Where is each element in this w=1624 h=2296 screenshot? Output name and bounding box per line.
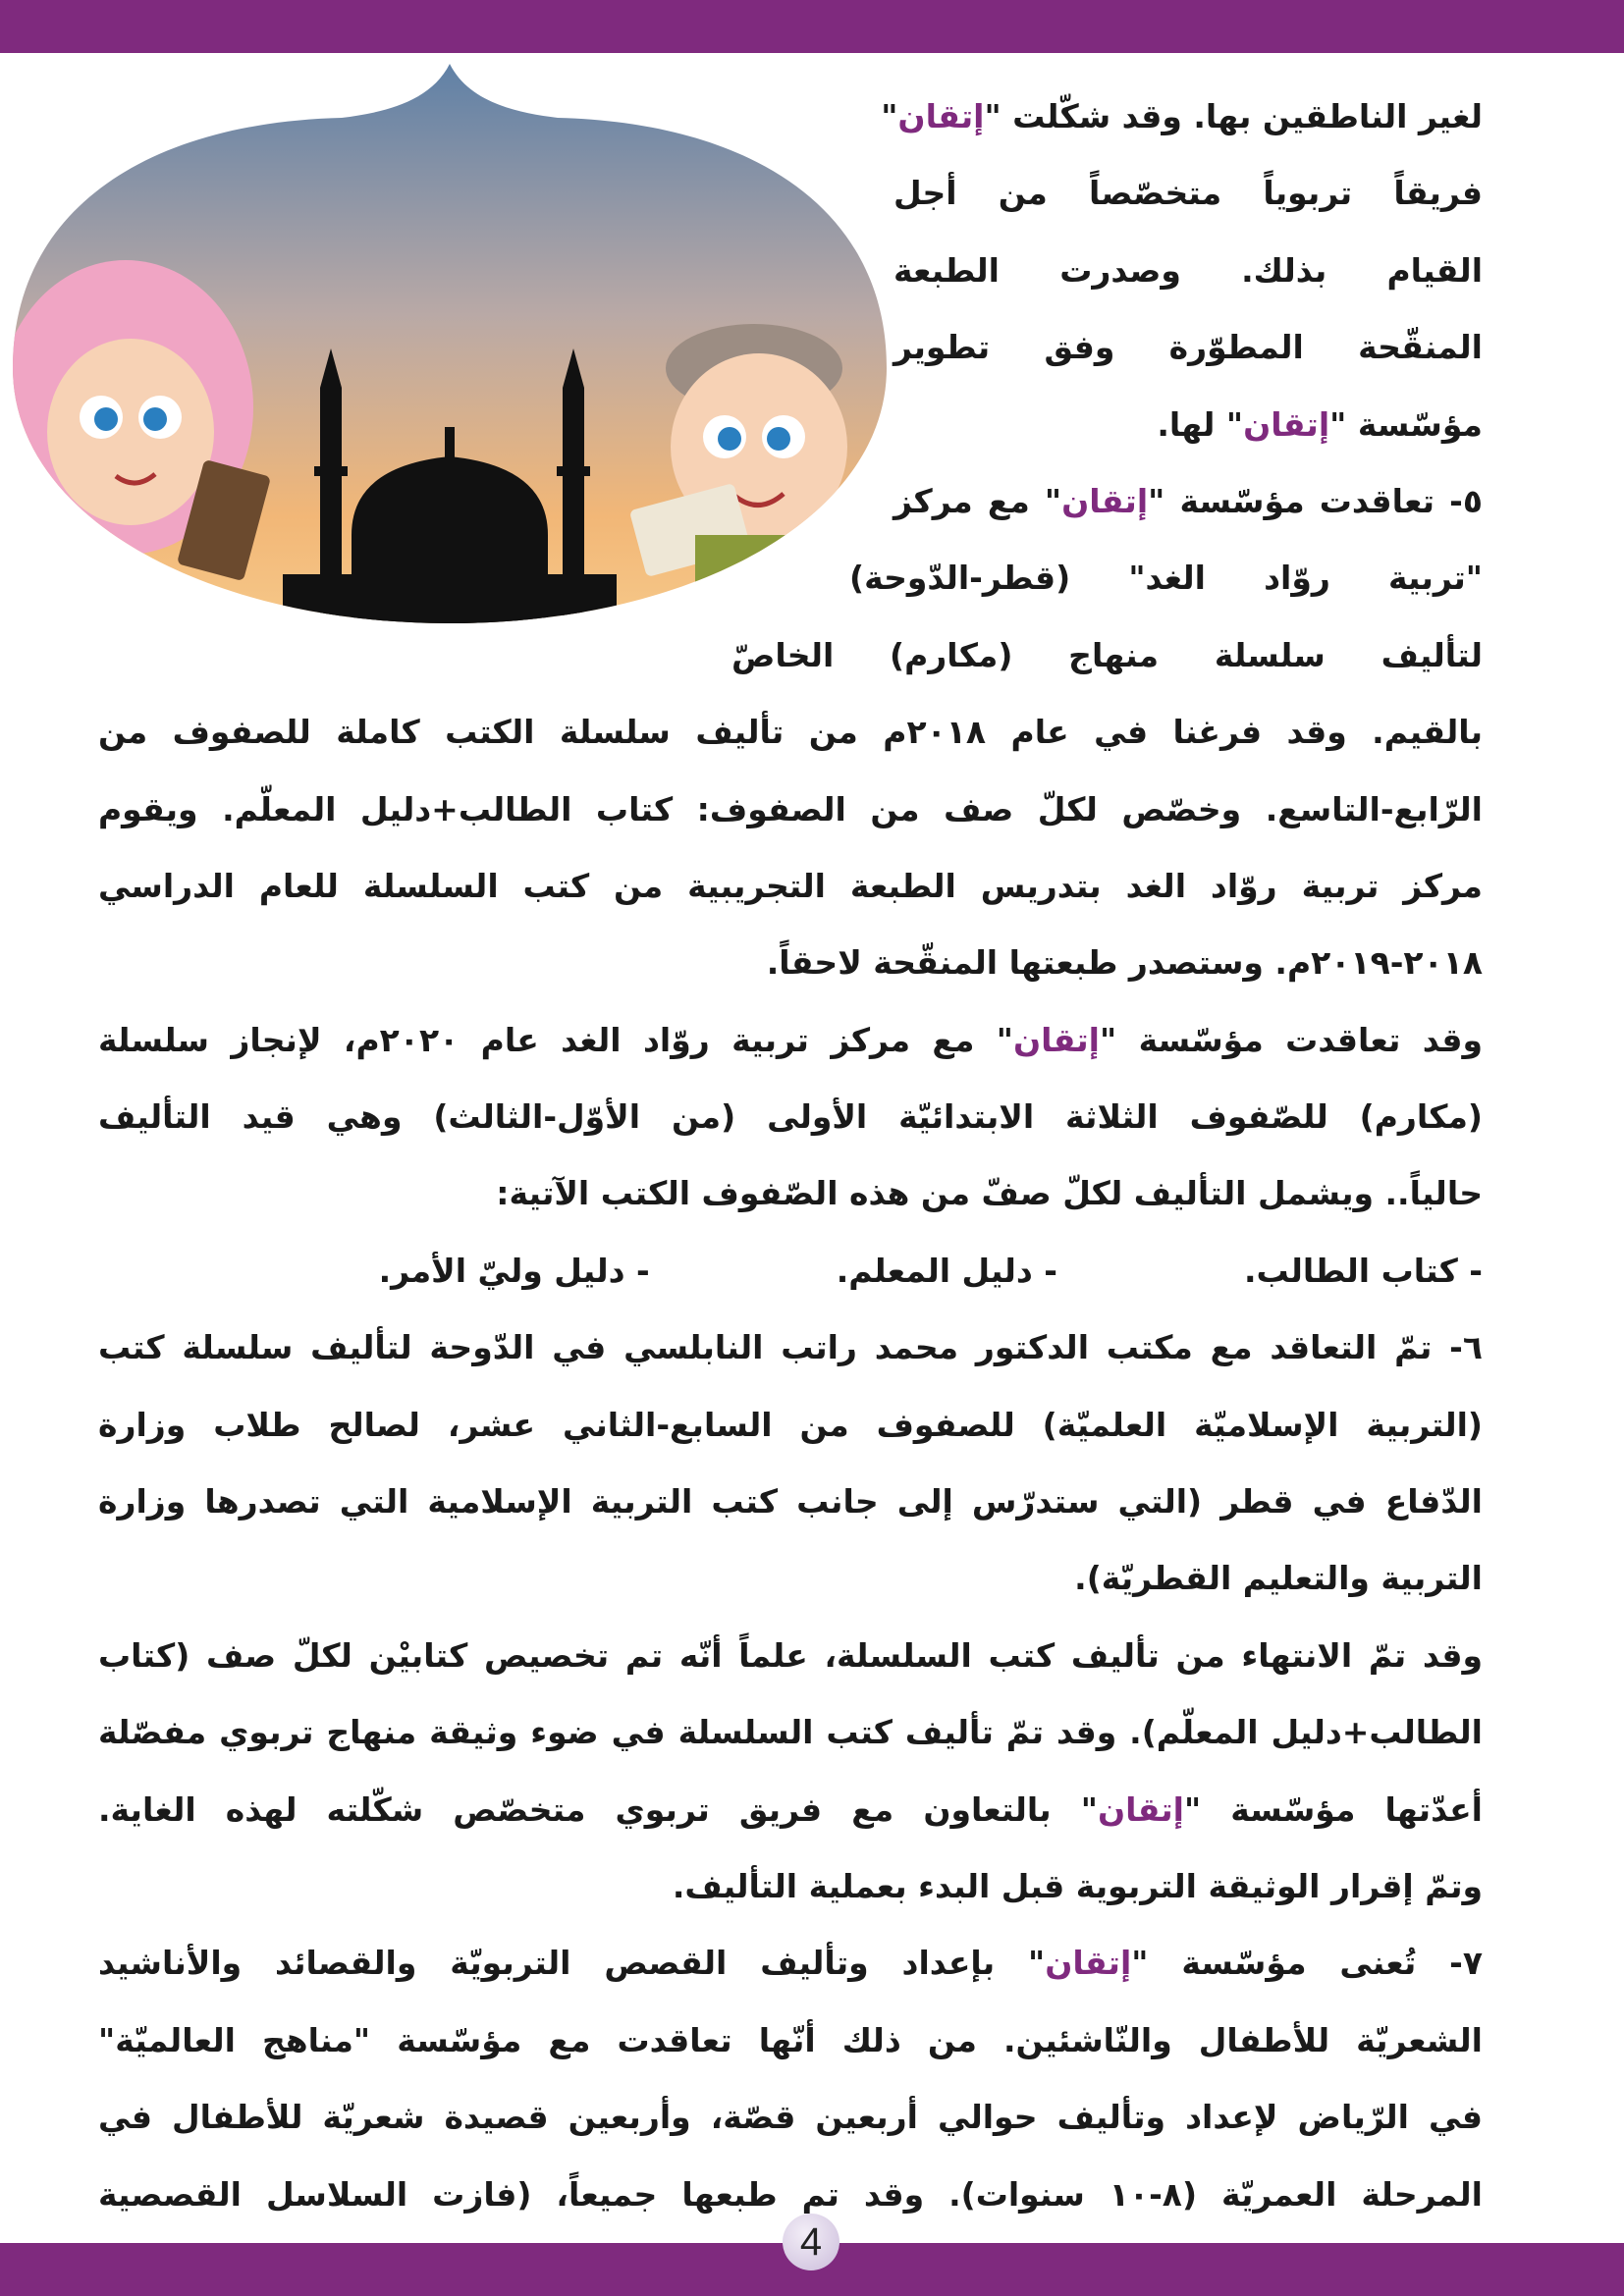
brand-name: إتقان: [1061, 481, 1149, 520]
brand-name: إتقان: [1045, 1944, 1132, 1983]
text-line: [98, 694, 1483, 771]
text-segment: ٢٠١٨-٢٠١٩م. وستصدر طبعتها المنقّحة لاحقاً.: [766, 943, 1483, 983]
text-segment: " لها.: [1157, 404, 1244, 444]
text-segment: " مع مركز تربية روّاد الغد عام ٢٠٢٠م، لإنجاز سلسلة: [98, 1020, 1013, 1059]
text-line: [98, 2002, 1483, 2079]
text-line: [98, 1387, 1483, 1464]
text-segment: التربية والتعليم القطريّة).: [1074, 1559, 1483, 1598]
text-line: [98, 1925, 1483, 2002]
text-segment: (مكارم) للصّفوف الثلاثة الابتدائيّة الأولى (من الأوّل-الثالث) وهي قيد التأليف: [98, 1097, 1483, 1137]
text-segment: ٦- تمّ التعاقد مع مكتب الدكتور محمد راتب النابلسي في الدّوحة لتأليف سلسلة كتب: [98, 1328, 1483, 1367]
text-line: [98, 1848, 1483, 1925]
text-line: [893, 155, 1483, 232]
text-line: [98, 1464, 1483, 1540]
text-segment: في الرّياض لإعداد وتأليف حوالي أربعين قصّة، وأربعين قصيدة شعريّة للأطفال في: [98, 2098, 1483, 2137]
brand-name: إتقان: [1097, 1789, 1184, 1829]
text-line: [731, 617, 1483, 694]
text-segment: " مع مركز: [893, 481, 1062, 520]
text-segment: الدّفاع في قطر (التي ستدرّس إلى جانب كتب التربية الإسلامية التي تصدرها وزارة: [98, 1482, 1483, 1522]
text-segment: " بإعداد وتأليف القصص التربويّة والقصائد والأناشيد: [98, 1944, 1046, 1983]
text-segment: المنقّحة المطوّرة وفق تطوير: [893, 328, 1483, 367]
book-list-item: - دليل وليّ الأمر.: [378, 1251, 650, 1290]
text-line: [98, 1155, 1483, 1232]
text-line: [98, 1002, 1483, 1079]
text-line: [98, 1694, 1483, 1771]
brand-name: إتقان: [897, 97, 985, 135]
text-line: [98, 1540, 1483, 1617]
text-segment: (التربية الإسلاميّة العلميّة) للصفوف من السابع-الثاني عشر، لصالح طلاب وزارة: [98, 1405, 1483, 1444]
text-line: [98, 772, 1483, 848]
text-line: [98, 2079, 1483, 2156]
book-list-item: - دليل المعلم.: [836, 1251, 1057, 1290]
brand-name: إتقان: [1012, 1020, 1100, 1059]
text-line: [893, 387, 1483, 463]
text-segment: ٥- تعاقدت مؤسّسة ": [1148, 481, 1483, 520]
brand-name: إتقان: [1243, 404, 1330, 444]
text-segment: وتمّ إقرار الوثيقة التربوية قبل البدء بعملية التأليف.: [672, 1866, 1483, 1905]
text-segment: مركز تربية روّاد الغد بتدريس الطبعة التجريبية من كتب السلسلة للعام الدراسي: [98, 866, 1483, 905]
text-line: [893, 309, 1483, 386]
text-segment: الشعريّة للأطفال والنّاشئين. من ذلك أنّها تعاقدت مع مؤسّسة "مناهج العالميّة": [98, 2020, 1483, 2059]
body-text: [98, 79, 1483, 2233]
text-segment: القيام بذلك. وصدرت الطبعة: [893, 250, 1483, 290]
text-segment: الطالب+دليل المعلّم). وقد تمّ تأليف كتب السلسلة في ضوء وثيقة منهاج تربوي مفصّلة: [98, 1713, 1483, 1752]
text-segment: وقد تمّ الانتهاء من تأليف كتب السلسلة، علماً أنّه تم تخصيص كتابيْن لكلّ صف (كتاب: [98, 1635, 1483, 1675]
text-line: [893, 463, 1483, 540]
text-line: [98, 1079, 1483, 1155]
text-line: [98, 1233, 1483, 1309]
text-segment: ٧- تُعنى مؤسّسة ": [1131, 1944, 1483, 1983]
header-bar: [0, 0, 1624, 53]
text-line: [98, 1618, 1483, 1694]
text-segment: بالقيم. وقد فرغنا في عام ٢٠١٨م من تأليف سلسلة الكتب كاملة للصفوف من: [98, 713, 1483, 752]
text-segment: فريقاً تربوياً متخصّصاً من أجل: [893, 174, 1483, 213]
text-line: [98, 925, 1483, 1001]
book-list-item: - كتاب الطالب.: [1244, 1251, 1483, 1290]
text-line: [893, 233, 1483, 309]
text-segment: حالياً.. ويشمل التأليف لكلّ صفّ من هذه الصّفوف الكتب الآتية:: [496, 1174, 1483, 1213]
text-segment: لتأليف سلسلة منهاج (مكارم) الخاصّ: [731, 635, 1483, 674]
book-list: [98, 1233, 1483, 1309]
text-segment: "تربية روّاد الغد" (قطر-الدّوحة): [849, 559, 1483, 598]
page-number: 4: [783, 2214, 839, 2270]
text-line: [98, 1772, 1483, 1848]
text-segment: ": [881, 97, 898, 135]
text-segment: وقد تعاقدت مؤسّسة ": [1100, 1020, 1483, 1059]
text-segment: أعدّتها مؤسّسة ": [1183, 1789, 1483, 1829]
text-line: [881, 79, 1483, 155]
text-segment: مؤسّسة ": [1329, 404, 1483, 444]
text-line: [849, 540, 1483, 616]
text-segment: لغير الناطقين بها. وقد شكّلت ": [984, 97, 1483, 135]
text-line: [98, 1309, 1483, 1386]
text-segment: " بالتعاون مع فريق تربوي متخصّص شكّلته لهذه الغاية.: [98, 1789, 1098, 1829]
text-segment: المرحلة العمريّة (٨-١٠ سنوات). وقد تم طبعها جميعاً، (فازت السلاسل القصصية: [98, 2174, 1483, 2214]
text-line: [98, 848, 1483, 925]
text-segment: الرّابع-التاسع. وخصّص لكلّ صف من الصفوف: كتاب الطالب+دليل المعلّم. ويقوم: [98, 789, 1483, 828]
